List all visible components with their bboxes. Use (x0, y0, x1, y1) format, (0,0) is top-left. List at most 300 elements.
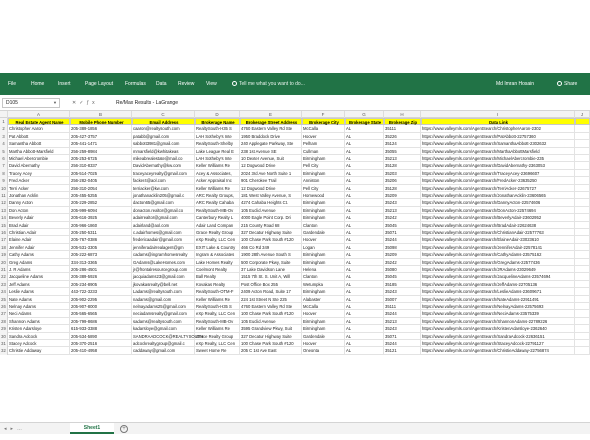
empty-cell[interactable] (575, 251, 590, 258)
empty-cell[interactable] (575, 318, 590, 325)
table-cell[interactable]: 181 West Valley Avenue, S (240, 192, 302, 199)
table-cell[interactable]: Helena (302, 266, 345, 273)
empty-cell[interactable] (575, 266, 590, 273)
table-cell[interactable]: eXp Realty, LLC Cen (195, 340, 240, 347)
table-cell[interactable]: 205-455-5255 (70, 192, 132, 199)
column-title[interactable]: Mobile Phone Number (70, 118, 132, 125)
table-cell[interactable]: 205 C 1st Ave East (240, 347, 302, 354)
table-cell[interactable]: AL (345, 281, 384, 288)
table-cell[interactable]: GAdams@LakeHomes.com (132, 259, 195, 266)
add-sheet-icon[interactable]: + (120, 425, 128, 433)
empty-cell[interactable] (575, 222, 590, 229)
table-cell[interactable]: 256-310-8337 (70, 162, 132, 169)
table-cell[interactable]: https://www.valleymls.com/AgentSearch/NeciAdams-23575339 (421, 310, 575, 317)
row-number[interactable]: 14 (0, 214, 8, 221)
table-cell[interactable]: Hoover (302, 310, 345, 317)
empty-cell[interactable] (575, 177, 590, 184)
empty-cell[interactable] (575, 155, 590, 162)
table-cell[interactable]: AL (345, 236, 384, 243)
table-cell[interactable]: Martha Abbott-Marsfield (8, 148, 70, 155)
row-number[interactable]: 23 (0, 281, 8, 288)
table-cell[interactable]: AL (345, 207, 384, 214)
table-cell[interactable]: AL (345, 133, 384, 140)
chevron-right-icon[interactable]: ▸ (10, 426, 18, 432)
table-cell[interactable]: AL (345, 185, 384, 192)
table-cell[interactable]: AL (345, 333, 384, 340)
table-cell[interactable]: 10 Dexter Avenue, Suit (240, 155, 302, 162)
table-cell[interactable]: https://www.valleymls.com/AgentSearch/JacquelineAdams-23574694 (421, 273, 575, 280)
empty-cell[interactable] (575, 303, 590, 310)
table-cell[interactable]: Cathy Adams (8, 251, 70, 258)
table-cell[interactable]: Birmingham (302, 318, 345, 325)
table-cell[interactable]: 35243 (384, 199, 421, 206)
table-cell[interactable]: AL (345, 251, 384, 258)
table-cell[interactable]: 35124 (384, 140, 421, 147)
row-number[interactable]: 30 (0, 333, 8, 340)
table-cell[interactable]: Ball Realty (195, 273, 240, 280)
table-cell[interactable]: AL (345, 192, 384, 199)
table-cell[interactable]: 205-250-5311 (70, 229, 132, 236)
column-title[interactable]: Real Estate Agent Name (8, 118, 70, 125)
row-number[interactable]: 31 (0, 340, 8, 347)
table-cell[interactable]: https://www.valleymls.com/AgentSearch/BeverlyAdair-23602952 (421, 214, 575, 221)
table-cell[interactable]: Terri Acker (8, 185, 70, 192)
table-cell[interactable]: 256-259-8984 (70, 148, 132, 155)
row-number[interactable]: 4 (0, 140, 8, 147)
column-header-i[interactable]: I (421, 111, 575, 118)
table-cell[interactable]: 205-565-6565 (70, 310, 132, 317)
table-cell[interactable]: eXp Realty, LLC Cen (195, 236, 240, 243)
empty-cell[interactable] (575, 273, 590, 280)
empty-cell[interactable] (575, 347, 590, 354)
table-cell[interactable]: 1950 Braddock Drive (240, 133, 302, 140)
table-cell[interactable]: AL (345, 325, 384, 332)
table-cell[interactable]: 205-441-1471 (70, 140, 132, 147)
table-cell[interactable]: 1515 7th St. S. Unit A, Will (240, 273, 302, 280)
formula-input[interactable]: Re/Max Results - LaGrange (116, 100, 178, 106)
empty-cell[interactable] (575, 340, 590, 347)
table-cell[interactable]: 205-616-3925 (70, 214, 132, 221)
table-cell[interactable]: Gardendale (302, 333, 345, 340)
table-cell[interactable]: Elaine Adair (8, 236, 70, 243)
empty-cell[interactable] (575, 259, 590, 266)
table-cell[interactable]: fredericaadair@gmail.com (132, 236, 195, 243)
table-cell[interactable]: Birmingham (302, 214, 345, 221)
table-cell[interactable]: DavidAbernathy@kw.com (132, 162, 195, 169)
table-cell[interactable]: jkovakasrealty@bell.net (132, 281, 195, 288)
table-cell[interactable]: sabbott3981@gmail.com (132, 140, 195, 147)
empty-cell[interactable] (575, 192, 590, 199)
table-cell[interactable]: 37 Lake Davidson Lane (240, 266, 302, 273)
table-cell[interactable]: Grace Realty Group (195, 333, 240, 340)
table-cell[interactable]: Tracey Acey (8, 170, 70, 177)
table-cell[interactable]: 35243 (384, 325, 421, 332)
empty-cell[interactable] (575, 185, 590, 192)
table-cell[interactable]: 205-253-6725 (70, 155, 132, 162)
tab-home[interactable]: Home (31, 81, 45, 87)
column-header-e[interactable]: E (240, 111, 302, 118)
table-cell[interactable]: 238 1st Avenue SE (240, 148, 302, 155)
table-cell[interactable]: AL (345, 310, 384, 317)
share-button[interactable]: Share (557, 81, 577, 87)
column-title[interactable]: Brokerage Name (195, 118, 240, 125)
table-cell[interactable]: AL (345, 296, 384, 303)
table-cell[interactable]: Birmingham (302, 325, 345, 332)
table-cell[interactable]: Brad Adair (8, 222, 70, 229)
empty-cell[interactable] (575, 325, 590, 332)
table-cell[interactable]: 215 County Road 68 (240, 222, 302, 229)
table-cell[interactable]: c.adairhomes@gmail.com (132, 229, 195, 236)
empty-cell[interactable] (575, 148, 590, 155)
table-cell[interactable]: 4000 Eagle Point Corp. Dri (240, 214, 302, 221)
table-cell[interactable]: 205-234-8905 (70, 281, 132, 288)
column-title[interactable]: Data Link (421, 118, 575, 125)
row-number[interactable]: 21 (0, 266, 8, 273)
table-cell[interactable]: https://www.valleymls.com/AgentSearch/DannyActon-22574606 (421, 199, 575, 206)
row-number[interactable]: 15 (0, 222, 8, 229)
table-cell[interactable]: https://www.valleymls.com/AgentSearch/ElaineAdair-23023610 (421, 236, 575, 243)
table-cell[interactable]: Pell City (302, 185, 345, 192)
table-cell[interactable]: 35213 (384, 155, 421, 162)
table-cell[interactable]: https://www.valleymls.com/AgentSearch/KristenAdarsloye-2362640 (421, 325, 575, 332)
table-cell[interactable]: https://www.valleymls.com/AgentSearch/ChristopherAaron-2302 (421, 125, 575, 132)
empty-cell[interactable] (575, 281, 590, 288)
table-cell[interactable]: Cullman (302, 148, 345, 155)
table-cell[interactable]: 1900 28th Avenue South S (240, 251, 302, 258)
table-cell[interactable]: Pell City (302, 162, 345, 169)
tab-file[interactable]: File (8, 81, 17, 87)
table-cell[interactable]: https://www.valleymls.com/AgentSearch/SandraAdcock-22636151 (421, 333, 575, 340)
empty-cell[interactable] (575, 140, 590, 147)
table-cell[interactable]: caddaway@gmail.com (132, 347, 195, 354)
table-cell[interactable]: Kovakas Realty (195, 281, 240, 288)
table-cell[interactable]: 35071 (384, 229, 421, 236)
table-cell[interactable]: Clanton (302, 273, 345, 280)
table-cell[interactable]: 100 Chase Park South #120 (240, 340, 302, 347)
table-cell[interactable]: jonathanacklin205@gmail.c (132, 192, 195, 199)
more-icon[interactable]: … (17, 426, 27, 432)
table-cell[interactable]: https://www.valleymls.com/AgentSearch/DavidAbernathy-2363053 (421, 162, 575, 169)
column-header-h[interactable]: H (384, 111, 421, 118)
table-cell[interactable]: 205-999-6094 (70, 207, 132, 214)
table-cell[interactable]: Logan (302, 244, 345, 251)
row-number[interactable]: 28 (0, 318, 8, 325)
row-number[interactable]: 17 (0, 236, 8, 243)
column-header-f[interactable]: F (302, 111, 345, 118)
table-cell[interactable]: 615-933-3388 (70, 325, 132, 332)
table-cell[interactable]: Jeff Adams (8, 281, 70, 288)
table-cell[interactable]: 2024 3rd Ave North Suite 1 (240, 170, 302, 177)
table-cell[interactable]: 100 Chase Park South #120 (240, 310, 302, 317)
table-cell[interactable]: AL (345, 214, 384, 221)
table-cell[interactable]: RealtySouth-OTM-F (195, 288, 240, 295)
empty-cell[interactable] (575, 333, 590, 340)
column-header-g[interactable]: G (345, 111, 384, 118)
row-number[interactable]: 19 (0, 251, 8, 258)
table-cell[interactable]: mmarsfield@kwhitakeas (132, 148, 195, 155)
table-cell[interactable]: AL (345, 273, 384, 280)
table-cell[interactable]: 4274 Cahaba Heights Ct. (240, 199, 302, 206)
empty-cell[interactable] (575, 133, 590, 140)
table-cell[interactable]: J. R Adams (8, 266, 70, 273)
row-number[interactable]: 25 (0, 296, 8, 303)
table-cell[interactable]: Homewood (302, 192, 345, 199)
table-cell[interactable]: Keller Williams Re (195, 325, 240, 332)
table-cell[interactable]: AL (345, 148, 384, 155)
table-cell[interactable]: 327 Decatur Highway Suite (240, 229, 302, 236)
table-cell[interactable]: https://www.valleymls.com/AgentSearch/NelnayAdams-22575693 (421, 303, 575, 310)
empty-cell[interactable] (575, 214, 590, 221)
empty-cell[interactable] (575, 207, 590, 214)
table-cell[interactable]: Pelham (302, 140, 345, 147)
row-number[interactable]: 5 (0, 148, 8, 155)
row-number[interactable]: 1 (0, 118, 8, 125)
row-number[interactable]: 29 (0, 325, 8, 332)
table-cell[interactable]: 901 Cherokee Trail (240, 177, 302, 184)
row-number[interactable]: 8 (0, 170, 8, 177)
table-cell[interactable]: Gardendale (302, 229, 345, 236)
table-cell[interactable]: https://www.valleymls.com/AgentSearch/JonathanAcklin-23606565 (421, 192, 575, 199)
table-cell[interactable]: 256-282-0405 (70, 177, 132, 184)
table-cell[interactable]: AL (345, 347, 384, 354)
table-cell[interactable]: Jennifer Adair (8, 244, 70, 251)
table-cell[interactable]: 4760 Eastern Valley Rd Ste (240, 125, 302, 132)
empty-cell[interactable] (575, 162, 590, 169)
table-cell[interactable]: 35244 (384, 310, 421, 317)
column-header-d[interactable]: D (195, 111, 240, 118)
table-cell[interactable]: 35206 (384, 177, 421, 184)
table-cell[interactable]: mikeabrealestate@mail.co (132, 155, 195, 162)
table-cell[interactable]: Danny Acton (8, 199, 70, 206)
table-cell[interactable]: 12 Dogwood Drive (240, 162, 302, 169)
table-cell[interactable]: Fred Acker (8, 177, 70, 184)
table-cell[interactable]: Nate Adams (8, 296, 70, 303)
table-cell[interactable]: https://www.valleymls.com/AgentSearch/SamanthaAbbott-2302632 (421, 140, 575, 147)
table-cell[interactable]: Kristen Adarsloye (8, 325, 70, 332)
empty-cell[interactable] (575, 170, 590, 177)
table-cell[interactable]: RealtySouth-MB-Ov (195, 318, 240, 325)
column-title[interactable]: Brokerage Street Address (240, 118, 302, 125)
table-cell[interactable]: https://www.valleymls.com/AgentSearch/MichaelAbercrombie-235 (421, 155, 575, 162)
table-cell[interactable]: https://www.valleymls.com/AgentSearch/JRAdams-23029649 (421, 266, 575, 273)
table-cell[interactable]: AL (345, 125, 384, 132)
table-cell[interactable]: Lake League Real E (195, 148, 240, 155)
table-cell[interactable]: 35111 (384, 303, 421, 310)
table-cell[interactable]: cadams@ingramhomesrealty (132, 251, 195, 258)
table-cell[interactable]: https://www.valleymls.com/AgentSearch/TraceyAcey-23696607 (421, 170, 575, 177)
table-cell[interactable]: AL (345, 288, 384, 295)
table-cell[interactable]: https://www.valleymls.com/AgentSearch/ChristianAdair-22577763 (421, 229, 575, 236)
table-cell[interactable]: Leslie Adams (8, 288, 70, 295)
table-cell[interactable]: https://www.valleymls.com/AgentSearch/ShannonAdams-22789226 (421, 318, 575, 325)
table-cell[interactable]: adairrealtor@gmail.com (132, 214, 195, 221)
tab-data[interactable]: Data (156, 81, 167, 87)
empty-cell[interactable] (575, 229, 590, 236)
table-cell[interactable]: 327 Decatur Highway Suite (240, 333, 302, 340)
table-cell[interactable]: 35045 (384, 273, 421, 280)
row-number[interactable]: 18 (0, 244, 8, 251)
table-cell[interactable]: 334-313-3365 (70, 259, 132, 266)
table-cell[interactable]: 205-799-8686 (70, 318, 132, 325)
table-cell[interactable]: 205-389-5926 (70, 273, 132, 280)
tab-review[interactable]: Review (178, 81, 195, 87)
column-title[interactable]: Brokerage Zip (384, 118, 421, 125)
table-cell[interactable]: traceyaceyrealty@gmail.com (132, 170, 195, 177)
table-cell[interactable]: LAH Sotheby's Inte (195, 155, 240, 162)
table-cell[interactable]: https://www.valleymls.com/AgentSearch/ChristieAddaway-22756874 (421, 347, 575, 354)
table-cell[interactable]: RealtySouth-Shelby (195, 140, 240, 147)
table-cell[interactable]: eXp Realty, LLC Cen (195, 310, 240, 317)
row-number[interactable]: 2 (0, 125, 8, 132)
table-cell[interactable]: Pat Abbott (8, 133, 70, 140)
table-cell[interactable]: Birmingham (302, 199, 345, 206)
table-cell[interactable]: ARC Realty Groups, (195, 192, 240, 199)
table-cell[interactable]: jr@frontalresourcegroup.com (132, 266, 195, 273)
table-cell[interactable]: McCalla (302, 303, 345, 310)
table-cell[interactable]: 3595 Grandview Pkwy, Suit (240, 325, 302, 332)
table-cell[interactable]: 205-229-2852 (70, 199, 132, 206)
table-cell[interactable]: nadams@gmail.com (132, 296, 195, 303)
table-cell[interactable]: 205-514-7025 (70, 170, 132, 177)
table-cell[interactable]: Neci Adams (8, 310, 70, 317)
column-title[interactable]: Email Address (132, 118, 195, 125)
table-cell[interactable]: https://www.valleymls.com/AgentSearch/CathyAdams-23575162 (421, 251, 575, 258)
table-cell[interactable]: 35080 (384, 266, 421, 273)
table-cell[interactable]: LAH Sotheby's Inte (195, 133, 240, 140)
table-cell[interactable]: 35185 (384, 281, 421, 288)
table-cell[interactable]: 35128 (384, 162, 421, 169)
table-cell[interactable]: AL (345, 170, 384, 177)
table-cell[interactable]: neciadamsrealty@gmail.com (132, 310, 195, 317)
table-cell[interactable]: 500 Corporate Pkwy, Suite (240, 259, 302, 266)
table-cell[interactable]: 466 Co Rd 349 (240, 244, 302, 251)
table-cell[interactable]: AL (345, 222, 384, 229)
table-cell[interactable]: nelnayadams25@gmail.com (132, 303, 195, 310)
table-cell[interactable]: Hoover (302, 340, 345, 347)
fx-icon[interactable]: ƒx (86, 100, 98, 106)
table-cell[interactable]: 35055 (384, 148, 421, 155)
table-cell[interactable]: Hoover (302, 133, 345, 140)
table-cell[interactable]: https://www.valleymls.com/AgentSearch/StaceyAdcock-22791127 (421, 340, 575, 347)
table-cell[interactable]: 205-222-6873 (70, 251, 132, 258)
table-cell[interactable]: Keller Williams Re (195, 185, 240, 192)
table-cell[interactable]: Greg Adams (8, 259, 70, 266)
table-cell[interactable]: 35007 (384, 296, 421, 303)
table-cell[interactable]: Birmingham (302, 155, 345, 162)
table-cell[interactable]: Acey & Associates, (195, 170, 240, 177)
table-cell[interactable]: https://www.valleymls.com/AgentSearch/LeslieAdams-23609671 (421, 288, 575, 295)
row-number[interactable]: 7 (0, 162, 8, 169)
sheet-nav-arrows[interactable] (4, 426, 26, 432)
table-cell[interactable]: Stacey Adcock (8, 340, 70, 347)
row-number[interactable]: 9 (0, 177, 8, 184)
table-cell[interactable]: Hoover (302, 236, 345, 243)
row-number[interactable]: 10 (0, 185, 8, 192)
row-number[interactable]: 20 (0, 259, 8, 266)
table-cell[interactable]: Don Acton (8, 207, 70, 214)
tell-me-search[interactable]: Tell me what you want to do... (232, 81, 305, 87)
table-cell[interactable]: 205-534-5890 (70, 333, 132, 340)
table-cell[interactable]: 35213 (384, 207, 421, 214)
table-cell[interactable]: RealtySouth-MB-Ov (195, 207, 240, 214)
table-cell[interactable]: Post Office Box 255 (240, 281, 302, 288)
table-cell[interactable]: Christian Adair (8, 229, 70, 236)
table-cell[interactable]: Sweet Home Re (195, 347, 240, 354)
tab-view[interactable]: View (206, 81, 217, 87)
table-cell[interactable]: 205-902-2295 (70, 296, 132, 303)
table-cell[interactable]: Ingram & Associates (195, 251, 240, 258)
row-number[interactable]: 16 (0, 229, 8, 236)
table-cell[interactable]: 35203 (384, 170, 421, 177)
column-title[interactable]: Brokerage State (345, 118, 384, 125)
table-cell[interactable]: 205-389-1856 (70, 125, 132, 132)
table-cell[interactable]: terriacker@kw.com (132, 185, 195, 192)
column-title[interactable]: Brokerage City (302, 118, 345, 125)
table-cell[interactable]: Birmingham (302, 251, 345, 258)
table-cell[interactable]: Keller Williams Re (195, 162, 240, 169)
row-number[interactable]: 22 (0, 273, 8, 280)
table-cell[interactable]: 35209 (384, 192, 421, 199)
row-number[interactable]: 26 (0, 303, 8, 310)
empty-cell[interactable] (575, 118, 590, 125)
table-cell[interactable]: Coelmont Realty (195, 266, 240, 273)
table-cell[interactable]: sadams@realtysouth.com (132, 318, 195, 325)
table-cell[interactable]: 224 1st Street N Ste 225 (240, 296, 302, 303)
sheet-tab-sheet1[interactable]: Sheet1 (70, 423, 114, 434)
table-cell[interactable]: Wetumpka (302, 281, 345, 288)
table-cell[interactable]: Samantha Abbott (8, 140, 70, 147)
table-cell[interactable]: Shannon Adams (8, 318, 70, 325)
empty-cell[interactable] (575, 288, 590, 295)
table-cell[interactable]: McCalla (302, 125, 345, 132)
table-cell[interactable]: Keller Williams Re (195, 296, 240, 303)
empty-cell[interactable] (575, 199, 590, 206)
table-cell[interactable]: SANDRAADCOCK@REALTYSOUTH (133, 333, 204, 339)
table-cell[interactable]: AL (345, 177, 384, 184)
table-cell[interactable]: 35244 (384, 236, 421, 243)
table-cell[interactable]: 35111 (384, 125, 421, 132)
table-cell[interactable]: RealtySouth-H35 S (195, 303, 240, 310)
table-cell[interactable]: Birmingham (302, 207, 345, 214)
column-header-c[interactable]: C (132, 111, 195, 118)
table-cell[interactable]: Birmingham (302, 170, 345, 177)
table-cell[interactable]: 35242 (384, 214, 421, 221)
table-cell[interactable]: adcockrealtygroup@gmail.c (132, 340, 195, 347)
tab-page-layout[interactable]: Page Layout (85, 81, 114, 87)
tab-formulas[interactable]: Formulas (125, 81, 146, 87)
table-cell[interactable]: 205-410-4958 (70, 347, 132, 354)
chevron-down-icon[interactable]: ▼ (53, 100, 57, 105)
table-cell[interactable]: https://www.valleymls.com/AgentSearch/GregAdams-22577436 (421, 259, 575, 266)
table-cell[interactable]: https://www.valleymls.com/AgentSearch/TerriAcker-22675727 (421, 185, 575, 192)
table-cell[interactable]: 105 Euclid Avenue (240, 318, 302, 325)
table-cell[interactable]: Oneonta (302, 347, 345, 354)
row-number[interactable]: 6 (0, 155, 8, 162)
table-cell[interactable]: Jonathan Acklin (8, 192, 70, 199)
table-cell[interactable]: 2409 Acton Road, Suite 17 (240, 288, 302, 295)
table-cell[interactable]: Sandra Adcock (8, 333, 70, 340)
table-cell[interactable]: 35242 (384, 259, 421, 266)
table-cell[interactable]: 100 Chase Park South #120 (240, 236, 302, 243)
row-number[interactable]: 27 (0, 310, 8, 317)
table-cell[interactable]: 105 Euclid Avenue (240, 207, 302, 214)
table-cell[interactable]: ARC Realty Cahaba (195, 199, 240, 206)
table-cell[interactable]: AL (345, 199, 384, 206)
column-header-j[interactable]: J (575, 111, 590, 118)
table-cell[interactable]: AL (345, 259, 384, 266)
table-cell[interactable]: Ladams@realtysouth.com (132, 288, 195, 295)
table-cell[interactable]: 205-427-3757 (70, 133, 132, 140)
